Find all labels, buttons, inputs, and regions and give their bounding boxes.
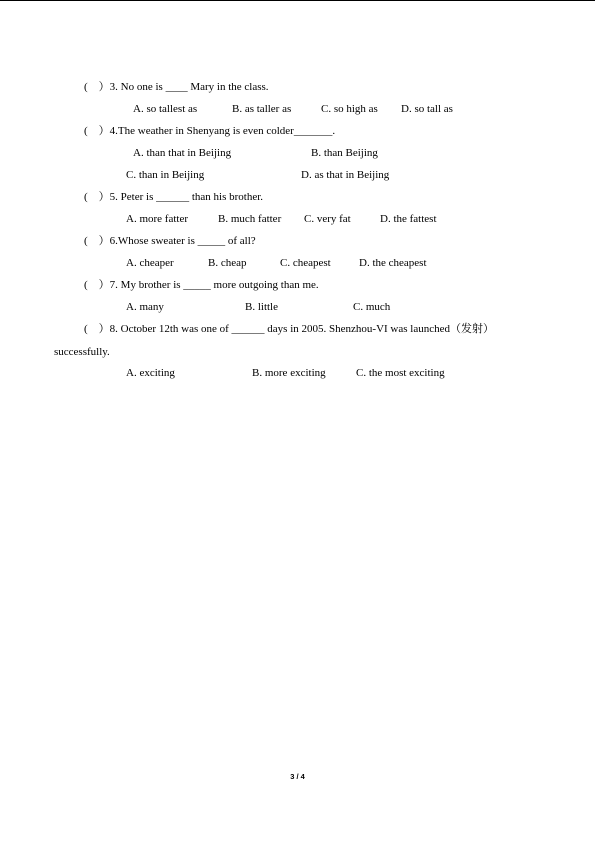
question-6-option-c: C. cheapest: [280, 257, 331, 269]
question-5-option-a: A. more fatter: [126, 213, 188, 225]
question-8-stem: ( ）8. October 12th was one of ______ days in 2005. Shenzhou-VI was launched（发射）: [84, 323, 494, 335]
question-4-option-d: D. as that in Beijing: [301, 169, 390, 181]
question-3-option-a: A. so tallest as: [133, 103, 198, 115]
question-7-stem: ( ）7. My brother is _____ more outgoing than me.: [84, 279, 319, 291]
question-8-option-c: C. the most exciting: [356, 367, 445, 379]
question-7-option-b: B. little: [245, 301, 278, 313]
question-7-option-a: A. many: [126, 301, 164, 313]
page-top-border: [0, 0, 595, 1]
question-7-option-c: C. much: [353, 301, 391, 313]
question-6-option-a: A. cheaper: [126, 257, 174, 269]
question-3-stem: ( ）3. No one is ____ Mary in the class.: [84, 81, 269, 93]
question-3-option-b: B. as taller as: [232, 103, 292, 115]
question-6-option-d: D. the cheapest: [359, 257, 427, 269]
question-5-option-d: D. the fattest: [380, 213, 437, 225]
question-6-stem: ( ）6.Whose sweater is _____ of all?: [84, 235, 256, 247]
question-4-option-c: C. than in Beijing: [126, 169, 205, 181]
question-8-stem-continued: successfully.: [54, 346, 110, 358]
question-3-option-c: C. so high as: [321, 103, 378, 115]
question-3-option-d: D. so tall as: [401, 103, 453, 115]
question-5-option-b: B. much fatter: [218, 213, 282, 225]
question-5-stem: ( ）5. Peter is ______ than his brother.: [84, 191, 264, 203]
question-8-option-b: B. more exciting: [252, 367, 326, 379]
question-4-option-a: A. than that in Beijing: [133, 147, 232, 159]
question-6-option-b: B. cheap: [208, 257, 247, 269]
question-5-option-c: C. very fat: [304, 213, 351, 225]
page-number: 3 / 4: [290, 772, 305, 781]
question-8-option-a: A. exciting: [126, 367, 175, 379]
question-4-stem: ( ）4.The weather in Shenyang is even colder_______.: [84, 125, 336, 137]
question-4-option-b: B. than Beijing: [311, 147, 378, 159]
